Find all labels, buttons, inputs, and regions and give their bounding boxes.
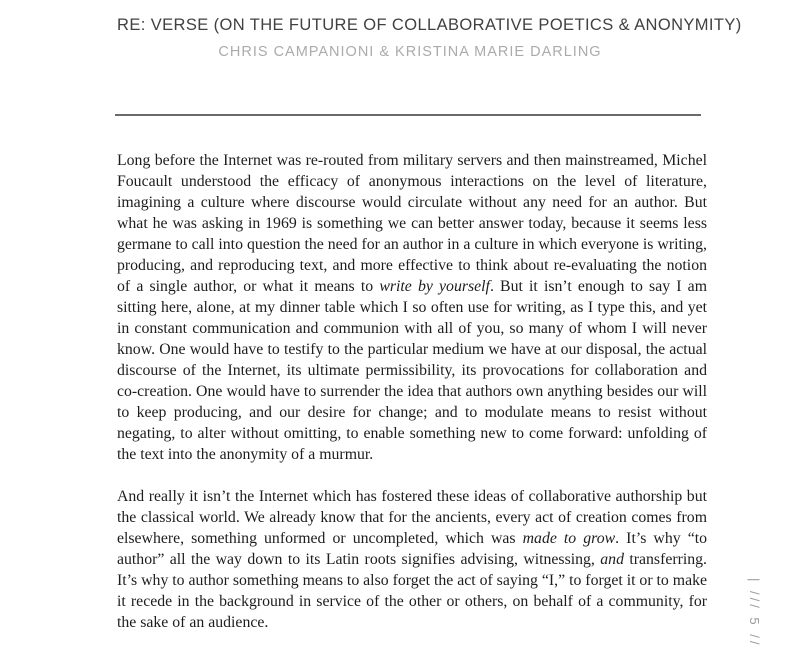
text-segment: And really it isn’t the Internet which has fostered these ideas of collaborative authorship but the classical world. We already know that for the ancients, every act of creation comes from elsewhere, something unformed or uncompleted, which was <box>117 488 707 547</box>
header-divider <box>115 114 701 116</box>
text-segment: Long before the Internet was re-routed from military servers and then mainstreamed, Michel Foucault understood the efficacy of anonymous interactions on the level of literature, imagining a culture where discourse would circulate without any need for an author. But what he was asking in 1969 is something we can better answer today, because it seems less germane to call into question the need for an author in a culture in which everyone is writing, producing, and reproducing text, and more effective to think about re-evaluating the notion of a single author, or what it means to <box>117 152 707 295</box>
page-number-marker: | /// 5 // <box>747 578 762 648</box>
italic-text-segment: and <box>600 551 624 568</box>
page-title: RE: VERSE (ON THE FUTURE OF COLLABORATIVE POETICS & ANONYMITY) <box>117 16 742 34</box>
article-body <box>117 150 707 633</box>
text-segment: . But it isn’t enough to say I am sitting here, alone, at my dinner table which I so often use for writing, as I type this, and yet in constant communication and communion with all of you, so many of whom I will never know. One would have to testify to the particular medium we have at our disposal, the actual discourse of the Internet, its ultimate permissibility, its provocations for collaboration and co-creation. One would have to surrender the idea that authors own anything besides our will to keep producing, and our desire for change; and to modulate means to resist without negating, to alter without omitting, to enable something new to come forward: unfolding of the text into the anonymity of a murmur. <box>117 278 707 463</box>
italic-text-segment: made to grow <box>522 530 616 547</box>
text-segment: transferring. It’s why to author something means to also forget the act of saying “I,” to forget it or to make it recede in the background in service of the other or others, on behalf of a community, for the sake of an audience. <box>117 551 707 631</box>
article-header <box>117 16 742 60</box>
italic-text-segment: write by yourself <box>379 278 490 295</box>
paragraph <box>117 486 707 633</box>
text-segment: . It’s why “to author” all the way down to its Latin roots signifies advising, witnessing, <box>117 530 707 568</box>
paragraph <box>117 150 707 465</box>
authors-byline: CHRIS CAMPANIONI & KRISTINA MARIE DARLING <box>218 44 602 60</box>
